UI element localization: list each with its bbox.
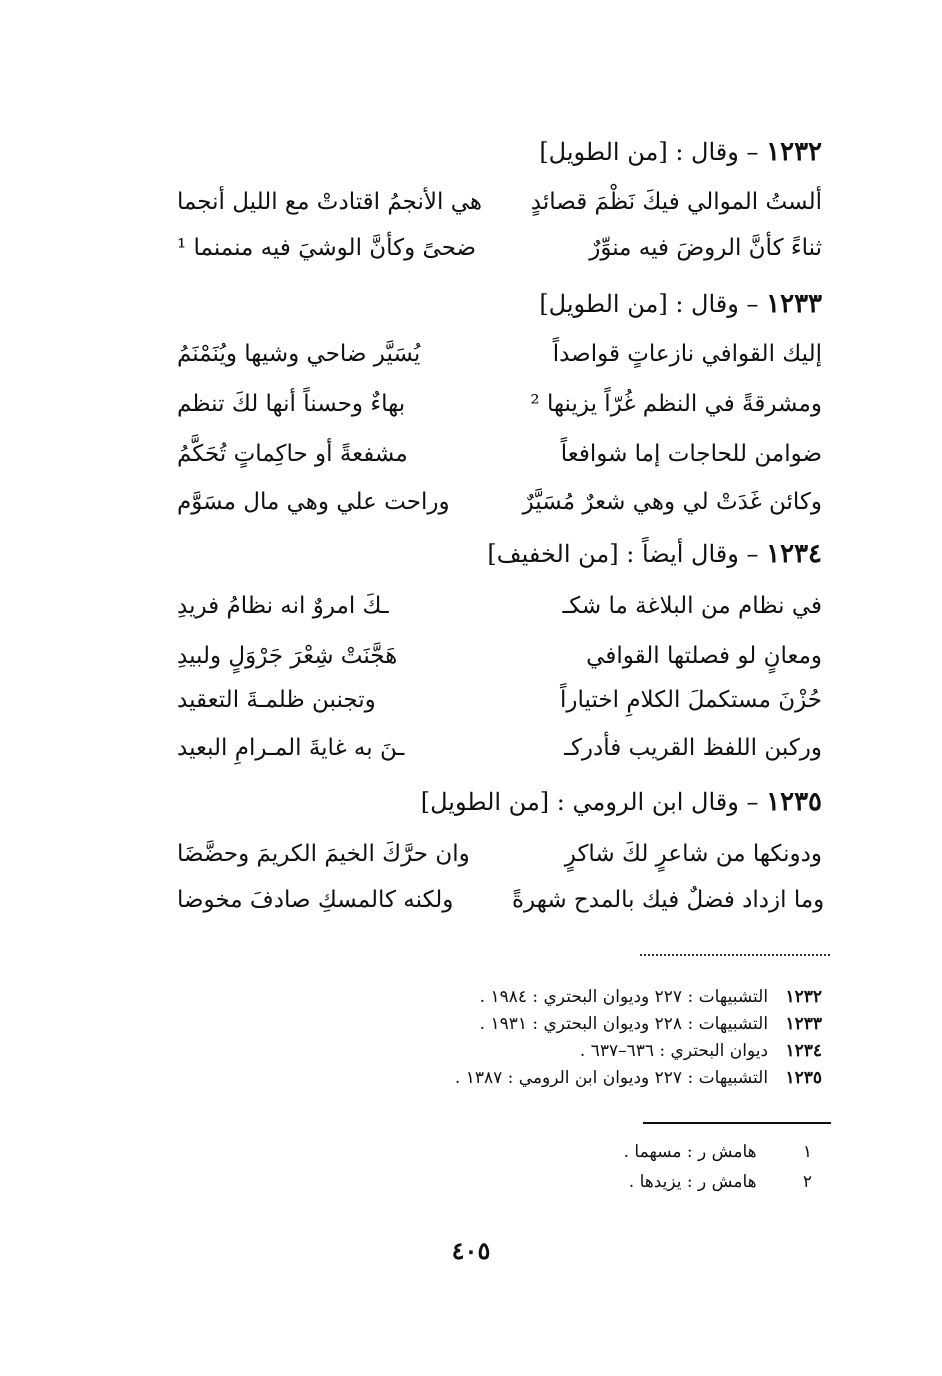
verse-second-hemistich: وتجنبن ظلمـةَ التعقيد <box>177 687 376 713</box>
verse-line <box>177 228 822 268</box>
entry-intro: – وقال أيضاً : [من الخفيف] <box>487 540 759 568</box>
source-text: التشبيهات : ٢٢٧ وديوان البحتري : ١٩٨٤ . <box>479 987 769 1007</box>
entry-intro: – وقال : [من الطويل] <box>539 138 759 166</box>
entry-heading <box>102 782 822 822</box>
verse-first-hemistich: وكائن غَدَتْ لي وهي شعرٌ مُسَيَّرٌ <box>522 489 822 515</box>
footnote <box>412 1168 812 1196</box>
entry-number: ١٢٣٢ <box>766 137 822 167</box>
source-text: ديوان البحتري : ٦٣٦–٦٣٧ . <box>579 1041 769 1061</box>
verse-line <box>177 182 822 222</box>
verse-second-hemistich: ـنَ به غايةَ المـرامِ البعيد <box>177 735 405 761</box>
source-text: التشبيهات : ٢٢٧ وديوان ابن الرومي : ١٣٨٧ . <box>454 1068 769 1088</box>
entry-intro: – وقال ابن الرومي : [من الطويل] <box>420 788 759 816</box>
entry-number: ١٢٣٣ <box>766 289 822 319</box>
verse-first-hemistich: ودونكها من شاعرٍ لكَ شاكرٍ <box>564 841 822 867</box>
verse-line <box>177 834 822 874</box>
source-number: ١٢٣٥ <box>785 1068 822 1088</box>
source-line <box>222 1038 822 1065</box>
verse-line <box>177 728 822 768</box>
entry-heading <box>102 534 822 574</box>
page-number: ٤٠٥ <box>451 1236 491 1265</box>
verse-first-hemistich: ألستُ الموالي فيكَ نَظْمَ قصائدٍ <box>530 189 822 215</box>
verse-second-hemistich: هي الأنجمُ اقتادتْ مع الليل أنجما <box>177 189 483 215</box>
verse-second-hemistich: مشفعةً أو حاكِماتٍ تُحَكَّمُ <box>177 441 408 467</box>
footnote-number: ١ <box>802 1142 812 1162</box>
source-number: ١٢٣٣ <box>785 1014 822 1034</box>
verse-first-hemistich: ومشرقةً في النظم غُرّاً يزينها ² <box>530 391 822 417</box>
entry-number: ١٢٣٤ <box>766 539 822 569</box>
entry-heading <box>102 132 822 172</box>
verse-first-hemistich: ومعانٍ لو فصلتها القوافي <box>586 643 822 669</box>
verse-second-hemistich: وان حرَّكَ الخيمَ الكريمَ وحضَّضَا <box>177 841 470 867</box>
verse-second-hemistich: بهاءٌ وحسناً أنها لكَ تنظم <box>177 391 406 417</box>
verse-first-hemistich: إليك القوافي نازعاتٍ قواصداً <box>552 341 822 367</box>
verse-second-hemistich: ـكَ امروٌ انه نظامُ فريدِ <box>177 593 389 619</box>
source-text: التشبيهات : ٢٢٨ وديوان البحتري : ١٩٣١ . <box>479 1014 769 1034</box>
verse-line <box>177 384 822 424</box>
entry-heading <box>102 284 822 324</box>
verse-line <box>177 434 822 474</box>
verse-first-hemistich: وما ازداد فضلٌ فيك بالمدح شهرةً <box>512 887 825 913</box>
source-number: ١٢٣٢ <box>785 987 822 1007</box>
verse-line <box>177 334 822 374</box>
verse-line <box>177 482 822 522</box>
source-line <box>222 1011 822 1038</box>
entry-intro: – وقال : [من الطويل] <box>539 290 759 318</box>
footnote-text: هامش ر : مسهما . <box>623 1142 757 1162</box>
source-number: ١٢٣٤ <box>785 1041 822 1061</box>
verse-line <box>177 586 822 626</box>
verse-second-hemistich: يُسَيَّر ضاحي وشيها ويُنَمْنَمُ <box>177 341 421 367</box>
footnote-rule <box>643 1122 831 1124</box>
footnote-text: هامش ر : يزيدها . <box>628 1172 757 1192</box>
source-line <box>222 984 822 1011</box>
verse-second-hemistich: هَجَّنَتْ شِعْرَ جَرْوَلٍ ولبيدِ <box>177 643 398 669</box>
verse-first-hemistich: في نظام من البلاغة ما شكـ <box>562 593 822 619</box>
verse-second-hemistich: وراحت علي وهي مال مسَوَّم <box>177 489 450 515</box>
dotted-separator <box>640 954 830 956</box>
verse-second-hemistich: ضحىً وكأنَّ الوشيَ فيه منمنما ¹ <box>177 235 477 261</box>
footnote <box>412 1138 812 1166</box>
verse-line <box>177 636 822 676</box>
verse-line <box>177 880 825 920</box>
verse-first-hemistich: حُزْنَ مستكملَ الكلامِ اختياراً <box>560 687 822 713</box>
verse-second-hemistich: ولكنه كالمسكِ صادفَ مخوضا <box>177 887 454 913</box>
verse-first-hemistich: ثناءً كأنَّ الروضَ فيه منوِّرٌ <box>589 235 822 261</box>
entry-number: ١٢٣٥ <box>766 787 822 817</box>
verse-first-hemistich: ضوامن للحاجات إما شوافعاً <box>560 441 822 467</box>
verse-line <box>177 680 822 720</box>
source-line <box>222 1065 822 1092</box>
footnote-number: ٢ <box>802 1172 812 1192</box>
verse-first-hemistich: وركبن اللفظ القريب فأدركـ <box>564 735 822 761</box>
